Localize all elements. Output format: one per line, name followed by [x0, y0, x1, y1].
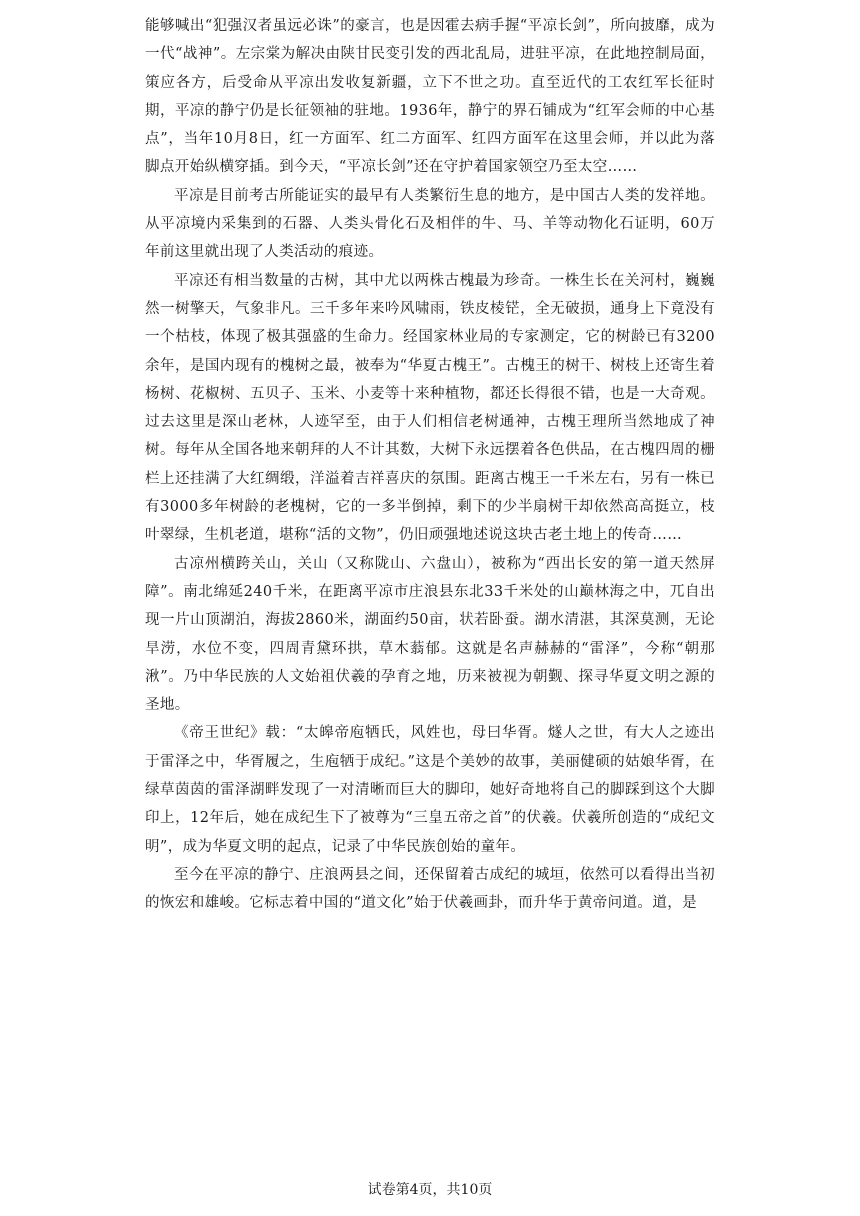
paragraph-2: 平凉是目前考古所能证实的最早有人类繁衍生息的地方，是中国古人类的发祥地。从平凉境内采集到的石器、人类头骨化石及相伴的牛、马、羊等动物化石证明，60万年前这里就出现了人类活动的痕迹。	[145, 187, 715, 261]
paragraph-6: 至今在平凉的静宁、庄浪两县之间，还保留着古成纪的城垣，依然可以看得出当初的恢宏和雄峻。它标志着中国的“道文化”始于伏羲画卦，而升华于黄帝问道。道，是	[145, 866, 715, 912]
paragraph-4: 古凉州横跨关山，关山（又称陇山、六盘山），被称为“西出长安的第一道天然屏障”。南北绵延240千米，在距离平凉市庄浪县东北33千米处的山巅林海之中，兀自出现一片山顶湖泊，海拔2860米，湖面约50亩，状若卧蚕。湖水清湛，其深莫测，无论旱涝，水位不变，四周青黛环拱，草木蓊郁。这就是名声赫赫的“雷泽”，今称“朝那湫”。乃中华民族的人文始祖伏羲的孕育之地，历来被视为朝觐、探寻华夏文明之源的圣地。	[145, 555, 715, 714]
article-body	[145, 12, 715, 918]
page-footer: 试卷第4页，共10页	[367, 1182, 493, 1198]
paragraph-5: 《帝王世纪》载：“太皞帝庖牺氏，风姓也，母曰华胥。燧人之世，有大人之迹出于雷泽之中，华胥履之，生庖牺于成纪。”这是个美妙的故事，美丽健硕的姑娘华胥，在绿草茵茵的雷泽湖畔发现了一对清晰而巨大的脚印，她好奇地将自己的脚踩到这个大脚印上，12年后，她在成纪生下了被尊为“三皇五帝之首”的伏羲。伏羲所创造的“成纪文明”，成为华夏文明的起点，记录了中华民族创始的童年。	[145, 725, 715, 855]
paragraph-1: 能够喊出“犯强汉者虽远必诛”的豪言，也是因霍去病手握“平凉长剑”，所向披靡，成为一代“战神”。左宗棠为解决由陕甘民变引发的西北乱局，进驻平凉，在此地控制局面，策应各方，后受命从平凉出发收复新疆，立下不世之功。直至近代的工农红军长征时期，平凉的静宁仍是长征领袖的驻地。1936年，静宁的界石铺成为“红军会师的中心基点”，当年10月8日，红一方面军、红二方面军、红四方面军在这里会师，并以此为落脚点开始纵横穿插。到今天，“平凉长剑”还在守护着国家领空乃至太空……	[145, 18, 715, 176]
paragraph-3: 平凉还有相当数量的古树，其中尤以两株古槐最为珍奇。一株生长在关河村，巍巍然一树擎天，气象非凡。三千多年来吟风啸雨，铁皮棱铓，全无破损，通身上下竟没有一个枯枝，体现了极其强盛的生命力。经国家林业局的专家测定，它的树龄已有3200余年，是国内现有的槐树之最，被奉为“华夏古槐王”。古槐王的树干、树枝上还寄生着杨树、花椒树、五贝子、玉米、小麦等十来种植物，都还长得很不错，也是一大奇观。过去这里是深山老林，人迹罕至，由于人们相信老树通神，古槐王理所当然地成了神树。每年从全国各地来朝拜的人不计其数，大树下永远摆着各色供品，在古槐四周的栅栏上还挂满了大红绸缎，洋溢着吉祥喜庆的氛围。距离古槐王一千米左右，另有一株已有3000多年树龄的老槐树，它的一多半倒掉，剩下的少半扇树干却依然高高挺立，枝叶翠绿，生机老道，堪称“活的文物”，仍旧顽强地述说这块古老土地上的传奇……	[145, 272, 715, 544]
